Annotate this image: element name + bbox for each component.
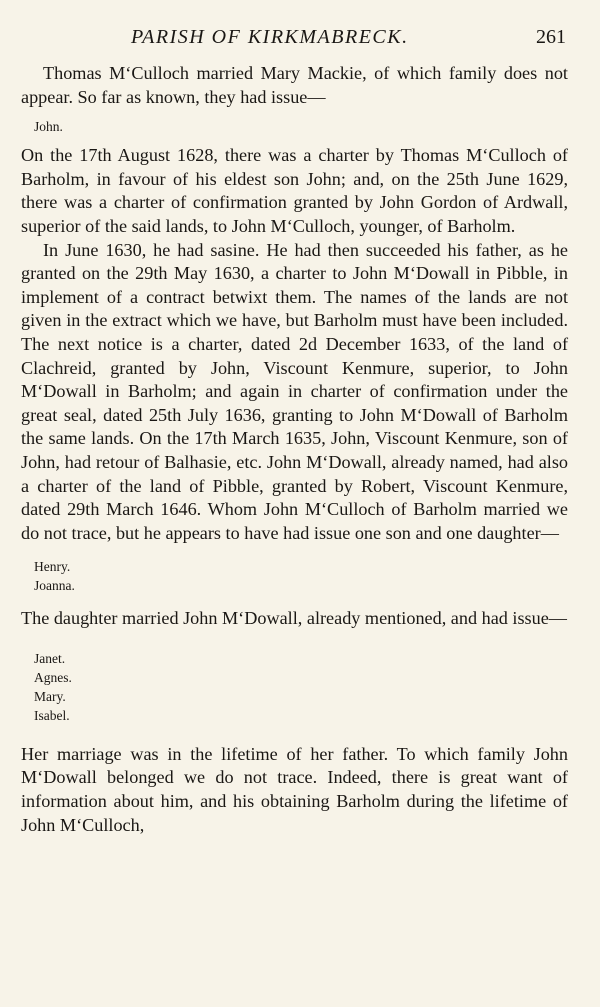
paragraph-marriage-lifetime: Her marriage was in the lifetime of her father. To which family John M‘Dowall belonged we do not trace. Indeed, there is great want of information about him, and his obtaining Barholm during the lifetime of John M‘Culloch, (21, 743, 568, 835)
issue-name: Isabel. (34, 707, 70, 723)
page-header (21, 26, 568, 56)
issue-name: Mary. (34, 688, 66, 704)
issue-list-thomas (21, 117, 568, 136)
issue-name: Henry. (34, 559, 71, 575)
issue-name: John. (34, 119, 63, 135)
paragraph-sasine-1630: In June 1630, he had sasine. He had then succeeded his father, as he granted on the 29th May 1630, a charter to John M‘Dowall in Pibble, in implement of a contract betwixt them. The names of the lands are not given in the extract which we have, but Barholm must have been included. The next notice is a charter, dated 2d December 1633, of the land of Clachreid, granted by John, Viscount Kenmure, superior, to John M‘Dowall in Barholm; and again in charter of confirmation under the great seal, dated 25th July 1636, granting to John M‘Dowall of Barholm the same lands. On the 17th March 1635, John, Viscount Kenmure, son of John, had retour of Balhasie, etc. John M‘Dowall, already named, had also a charter of the land of Pibble, granted by Robert, Viscount Kenmure, dated 29th March 1646. Whom John M‘Culloch of Barholm married we do not trace, but he appears to have had issue one son and one daughter— (21, 239, 568, 543)
paragraph-thomas-marriage: Thomas M‘Culloch married Mary Mackie, of which family does not appear. So far as known, they had issue— (21, 63, 568, 107)
paragraph-charters-1628: On the 17th August 1628, there was a charter by Thomas M‘Culloch of Barholm, in favour of his eldest son John; and, on the 25th June 1629, there was a charter of confirmation granted by John Gordon of Ardwall, superior of the said lands, to John M‘Culloch, younger, of Barholm. (21, 145, 568, 236)
issue-name: Joanna. (34, 578, 75, 594)
issue-name: Agnes. (34, 669, 72, 685)
paragraph-daughter-marriage: The daughter married John M‘Dowall, already mentioned, and had issue— (21, 608, 567, 629)
running-title: PARISH OF KIRKMABRECK. (131, 26, 409, 48)
page-number: 261 (536, 26, 566, 48)
issue-list-john (21, 557, 568, 595)
issue-name: Janet. (34, 650, 66, 666)
issue-list-daughter (21, 649, 568, 725)
